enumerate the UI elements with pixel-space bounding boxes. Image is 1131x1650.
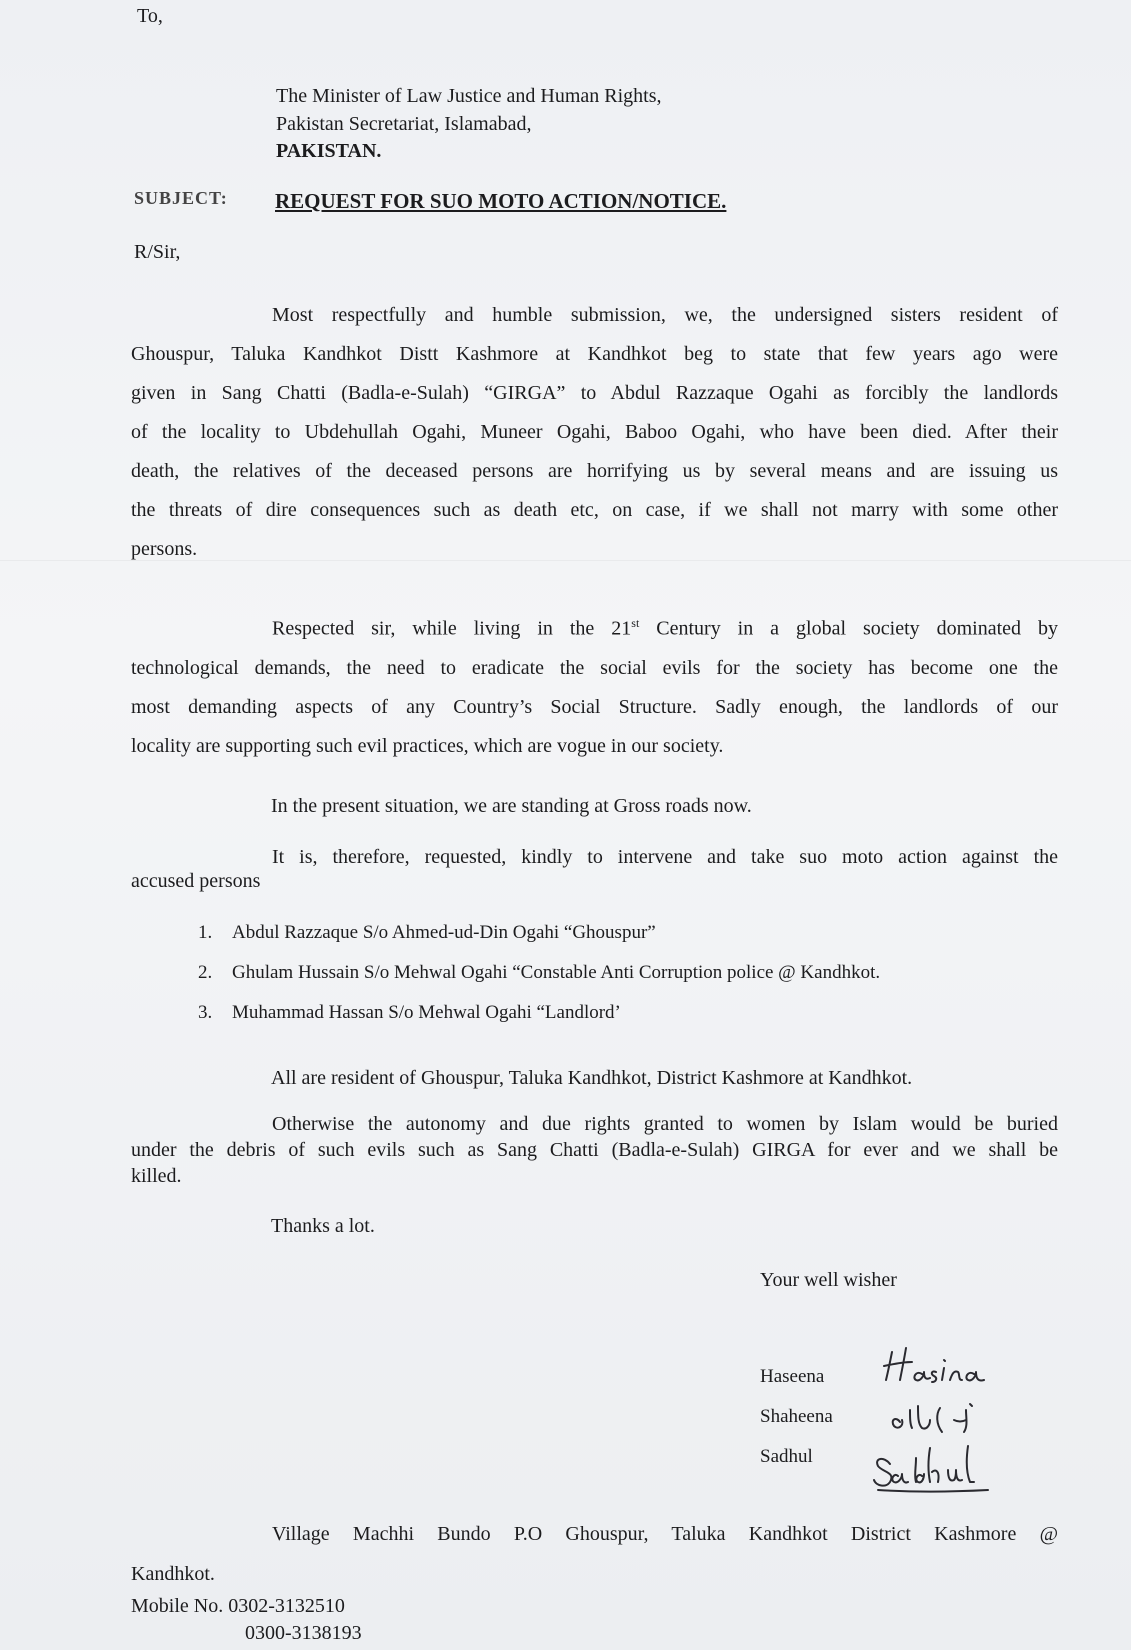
signature-shaheena xyxy=(893,1404,972,1432)
paragraph-6-line: under the debris of such evils such as Sang Chatti (Badla-e-Sulah) GIRGA for ever and we shall be xyxy=(131,1139,1058,1161)
addressee-line-2: Pakistan Secretariat, Islamabad, xyxy=(276,113,532,135)
mobile-label: Mobile No. xyxy=(131,1595,224,1617)
closing-line: Your well wisher xyxy=(760,1269,897,1291)
paragraph-2-text: Respected sir, while living in the 21 xyxy=(272,617,632,640)
list-item xyxy=(198,962,1078,1002)
phone-number: 0302-3132510 xyxy=(228,1595,345,1617)
paragraph-4-line: accused persons xyxy=(131,870,261,892)
paragraph-6 xyxy=(131,1111,1058,1189)
paragraph-4 xyxy=(131,845,1058,893)
addressee-line-1: The Minister of Law Justice and Human Rights, xyxy=(276,85,662,107)
paragraph-1-line: of the locality to Ubdehullah Ogahi, Muneer Ogahi, Baboo Ogahi, who have been died. After their xyxy=(131,421,1058,443)
signatory-name: Sadhul xyxy=(760,1446,813,1467)
handwritten-signatures xyxy=(870,1340,1050,1500)
address-line-1: Village Machhi Bundo P.O Ghouspur, Taluka Kandhkot District Kashmore @ xyxy=(272,1523,1058,1545)
thanks-line: Thanks a lot. xyxy=(271,1215,375,1237)
paragraph-1 xyxy=(131,296,1058,569)
to-label: To, xyxy=(137,5,163,27)
greeting: R/Sir, xyxy=(134,241,181,263)
paragraph-2-text: Century in a global society dominated by xyxy=(639,617,1058,640)
mobile-line xyxy=(131,1594,345,1618)
paragraph-2-line: most demanding aspects of any Country’s Social Structure. Sadly enough, the landlords of our xyxy=(131,695,1058,718)
addressee-line-3: PAKISTAN. xyxy=(276,140,382,162)
list-item xyxy=(198,1002,1078,1042)
list-text: Ghulam Hussain S/o Mehwal Ogahi “Constable Anti Corruption police @ Kandhkot. xyxy=(232,962,881,983)
paragraph-5: All are resident of Ghouspur, Taluka Kandhkot, District Kashmore at Kandhkot. xyxy=(271,1067,913,1089)
signatory-name: Shaheena xyxy=(760,1406,833,1427)
list-item xyxy=(198,922,1078,962)
list-number: 1. xyxy=(198,922,213,943)
list-text: Abdul Razzaque S/o Ahmed-ud-Din Ogahi “Ghouspur” xyxy=(232,922,656,943)
paragraph-1-line: death, the relatives of the deceased persons are horrifying us by several means and are issuing us xyxy=(131,460,1058,482)
paragraph-1-line: Most respectfully and humble submission, we, the undersigned sisters resident of xyxy=(272,304,1058,326)
signatory-list xyxy=(760,1366,833,1486)
signature-hasina xyxy=(884,1348,984,1382)
subject-label: SUBJECT: xyxy=(134,188,228,208)
list-number: 2. xyxy=(198,962,213,983)
paragraph-3: In the present situation, we are standing at Gross roads now. xyxy=(271,795,752,817)
signature-sadhul xyxy=(874,1446,974,1486)
signatory-name: Haseena xyxy=(760,1366,825,1387)
paragraph-1-line: the threats of dire consequences such as death etc, on case, if we shall not marry with some other xyxy=(131,499,1058,521)
paragraph-1-line: given in Sang Chatti (Badla-e-Sulah) “GIRGA” to Abdul Razzaque Ogahi as forcibly the landlords xyxy=(131,382,1058,404)
subject-title: REQUEST FOR SUO MOTO ACTION/NOTICE. xyxy=(275,189,727,213)
phone-number-2: 0300-3138193 xyxy=(245,1622,362,1644)
paragraph-2-line: locality are supporting such evil practices, which are vogue in our society. xyxy=(131,734,724,757)
paragraph-6-line: killed. xyxy=(131,1165,182,1187)
paragraph-2 xyxy=(131,604,1058,766)
accused-list xyxy=(198,922,1078,1042)
ordinal-suffix: st xyxy=(631,616,640,630)
paragraph-4-line: It is, therefore, requested, kindly to intervene and take suo moto action against the xyxy=(272,846,1058,868)
list-text: Muhammad Hassan S/o Mehwal Ogahi “Landlord’ xyxy=(232,1002,621,1023)
paragraph-6-line: Otherwise the autonomy and due rights granted to women by Islam would be buried xyxy=(272,1113,1058,1135)
address-block xyxy=(131,1514,1058,1594)
list-number: 3. xyxy=(198,1002,213,1023)
address-line-2: Kandhkot. xyxy=(131,1563,215,1585)
paragraph-1-line: persons. xyxy=(131,538,198,560)
paragraph-2-line-1 xyxy=(131,604,1058,649)
paragraph-1-line: Ghouspur, Taluka Kandhkot Distt Kashmore at Kandhkot beg to state that few years ago were xyxy=(131,343,1058,365)
paragraph-2-line: technological demands, the need to eradicate the social evils for the society has become one the xyxy=(131,656,1058,679)
